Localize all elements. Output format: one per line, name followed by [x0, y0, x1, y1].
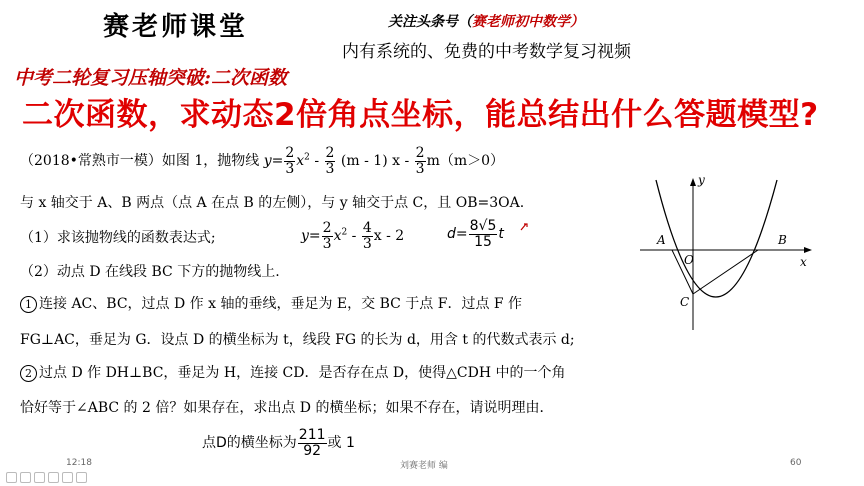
ans2-t: t — [498, 226, 504, 243]
label-b: B — [778, 233, 787, 247]
fraction-two-thirds — [284, 146, 295, 176]
eq-end: m（m＞0） — [426, 153, 505, 170]
follow-account: 赛老师初中数学 — [472, 14, 570, 30]
frac-den: 3 — [415, 160, 425, 177]
sub-question-2a — [20, 362, 566, 382]
presentation-statusbar — [0, 454, 864, 486]
ans1-x: x — [333, 228, 342, 245]
eq-mid: (m - 1) x - — [336, 153, 414, 170]
question-2: （2）动点 D 在线段 BC 下方的抛物线上. — [20, 264, 280, 280]
ans1-y: y= — [301, 228, 321, 245]
problem-line-1: （2018•常熟市一模）如图 1，抛物线 y= $\frac{2}{3}$ $x^2$ - $\frac{2}{3}$ (m - 1) x - $\frac{2}{3}$ m（m＞0） — [20, 145, 505, 177]
eq-square: 2 — [304, 152, 310, 163]
frac-den: 3 — [285, 160, 295, 177]
segment-bc — [693, 250, 758, 294]
ans1-tail: x - 2 — [373, 228, 405, 245]
slide-time: 12:18 — [66, 458, 92, 468]
ans2-frac — [469, 219, 498, 249]
y-axis-arrow-icon — [690, 178, 696, 186]
frac-num: 8√5 — [469, 218, 497, 234]
sub-question-1a — [20, 293, 522, 313]
answer-2 — [447, 219, 504, 249]
answer-1 — [301, 221, 404, 251]
frac-den: 3 — [362, 235, 372, 252]
frac-num: 2 — [415, 145, 425, 161]
ans3-prefix: 点D的横坐标为 — [202, 435, 297, 452]
circled-number-2: 2 — [20, 365, 37, 382]
frac-den: 3 — [325, 160, 335, 177]
frac-den: 92 — [303, 442, 322, 459]
ans2-d: d= — [447, 226, 468, 243]
parabola-figure — [630, 170, 820, 340]
label-c: C — [680, 295, 690, 309]
fraction-two-thirds-b — [325, 146, 336, 176]
problem-line-2: 与 x 轴交于 A、B 两点（点 A 在点 B 的左侧），与 y 轴交于点 C，且 OB=3OA. — [20, 195, 525, 211]
zoom-icon[interactable] — [62, 472, 73, 483]
ans1-frac-b — [362, 221, 373, 251]
options-menu-icon[interactable] — [76, 472, 87, 483]
problem-source: （2018•常熟市一模）如图 1，抛物线 — [20, 153, 264, 170]
label-o: O — [684, 253, 694, 267]
frac-den: 15 — [474, 233, 492, 250]
slide-page-number: 60 — [790, 458, 802, 468]
x-axis-arrow-icon — [804, 247, 812, 253]
follow-prefix: 关注头条号（ — [388, 14, 472, 30]
sub-question-1b: FG⊥AC，垂足为 G．设点 D 的横坐标为 t，线段 FG 的长为 d，用含 t 的代数式表示 d; — [20, 332, 575, 348]
slide-author: 刘赛老师 编 — [400, 461, 448, 471]
next-slide-icon[interactable] — [20, 472, 31, 483]
ans1-sq: 2 — [341, 227, 348, 238]
slides-menu-icon[interactable] — [48, 472, 59, 483]
ans1-minus: - — [347, 228, 361, 245]
frac-num: 4 — [362, 220, 372, 236]
label-x: x — [800, 255, 807, 269]
pen-tool-icon[interactable] — [34, 472, 45, 483]
eq-y: y= — [263, 153, 284, 170]
sub-question-1a-text: 连接 AC、BC，过点 D 作 x 轴的垂线，垂足为 E，交 BC 于点 F．过点 F 作 — [39, 296, 523, 312]
sub-question-2a-text: 过点 D 作 DH⊥BC，垂足为 H，连接 CD．是否存在点 D，使得△CDH 中的一个角 — [39, 365, 566, 381]
channel-description: 内有系统的、免费的中考数学复习视频 — [342, 42, 631, 62]
question-1: （1）求该抛物线的函数表达式; — [20, 230, 216, 246]
eq-x: x — [296, 153, 305, 170]
slide-headline: 二次函数，求动态2倍角点坐标，能总结出什么答题模型? — [22, 97, 819, 133]
frac-num: 2 — [325, 145, 335, 161]
brand-title: 赛老师课堂 — [103, 12, 249, 42]
frac-num: 2 — [285, 145, 295, 161]
circled-number-1: 1 — [20, 296, 37, 313]
follow-suffix: ） — [570, 14, 584, 30]
follow-notice — [388, 11, 584, 31]
parabola-curve — [656, 180, 777, 297]
slide-subtitle: 中考二轮复习压轴突破:二次函数 — [14, 67, 288, 89]
label-a: A — [657, 233, 666, 247]
frac-num: 211 — [298, 427, 326, 443]
frac-num: 2 — [322, 220, 332, 236]
pointer-mark-icon — [519, 222, 529, 232]
fraction-two-thirds-c — [415, 146, 426, 176]
ans1-frac-a — [322, 221, 333, 251]
ans3-suffix: 或 1 — [327, 435, 355, 452]
prev-slide-icon[interactable] — [6, 472, 17, 483]
label-y: y — [698, 173, 705, 187]
sub-question-2b: 恰好等于∠ABC 的 2 倍？如果存在，求出点 D 的横坐标；如果不存在，请说明理由． — [20, 400, 554, 416]
frac-den: 3 — [322, 235, 332, 252]
